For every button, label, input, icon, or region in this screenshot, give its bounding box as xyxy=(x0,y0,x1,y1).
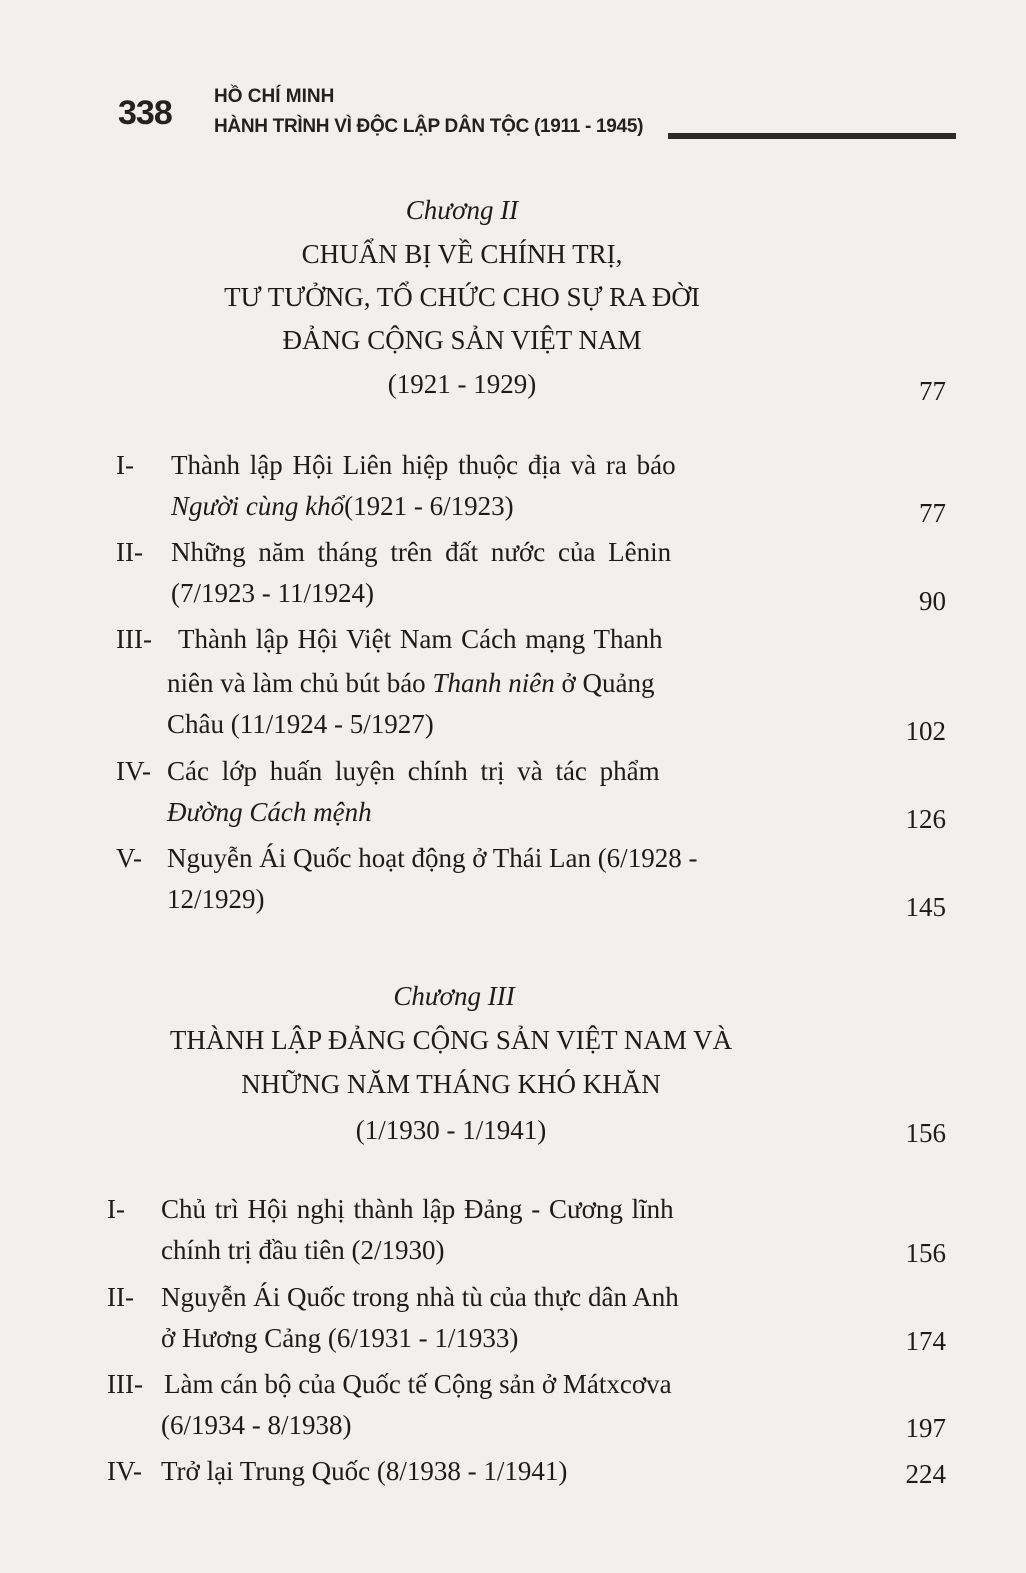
chapter-3-years: (1/1930 - 1/1941) xyxy=(355,1115,547,1145)
entry-page: 197 xyxy=(905,1413,946,1443)
entry-page: 224 xyxy=(905,1459,946,1489)
entry-number: IV- xyxy=(116,756,152,786)
entry-number: II- xyxy=(107,1282,134,1312)
header-rule xyxy=(668,133,956,139)
chapter-3-label: Chương III xyxy=(393,981,515,1011)
entry-title-line-2: (7/1923 - 11/1924) xyxy=(171,578,374,608)
header-book-title: HÀNH TRÌNH VÌ ĐỘC LẬP DÂN TỘC (1911 - 1945) xyxy=(214,116,644,137)
chapter-2-title-line-3: ĐẢNG CỘNG SẢN VIỆT NAM xyxy=(282,325,642,355)
chapter-3-title-line-2: NHỮNG NĂM THÁNG KHÓ KHĂN xyxy=(241,1069,661,1099)
entry-text: niên và làm chủ bút báo xyxy=(167,668,433,698)
entry-title-line-2: chính trị đầu tiên (2/1930) xyxy=(161,1235,445,1265)
entry-title-line-2 xyxy=(167,670,654,697)
chapter-3-title-line-1: THÀNH LẬP ĐẢNG CỘNG SẢN VIỆT NAM VÀ xyxy=(169,1025,733,1055)
entry-title-line-2: 12/1929) xyxy=(167,884,265,914)
entry-title-line-1: Trở lại Trung Quốc (8/1938 - 1/1941) xyxy=(161,1456,568,1486)
entry-number: I- xyxy=(107,1194,125,1224)
chapter-2-page: 77 xyxy=(919,376,946,406)
chapter-2-title-line-1: CHUẨN BỊ VỀ CHÍNH TRỊ, xyxy=(301,239,623,269)
entry-title-line-1: Thành lập Hội Liên hiệp thuộc địa và ra báo xyxy=(171,450,676,480)
entry-title-line-1: Các lớp huấn luyện chính trị và tác phẩm xyxy=(167,756,660,786)
entry-title-line-1: Nguyễn Ái Quốc hoạt động ở Thái Lan (6/1928 - xyxy=(167,843,698,873)
page-number: 338 xyxy=(118,94,172,132)
chapter-3-page: 156 xyxy=(905,1118,946,1148)
entry-number: V- xyxy=(116,843,143,873)
entry-title-line-1: Thành lập Hội Việt Nam Cách mạng Thanh xyxy=(178,624,663,654)
chapter-2-label: Chương II xyxy=(405,195,519,225)
entry-number: III- xyxy=(107,1369,143,1399)
entry-number: III- xyxy=(116,624,152,654)
entry-title-line-1: Chủ trì Hội nghị thành lập Đảng - Cương lĩnh xyxy=(161,1194,674,1224)
entry-number: II- xyxy=(116,537,143,567)
entry-page: 126 xyxy=(905,804,946,834)
entry-title-line-1: Làm cán bộ của Quốc tế Cộng sản ở Mátxcơva xyxy=(164,1369,672,1399)
entry-title-line-2: Đường Cách mệnh xyxy=(167,797,372,827)
entry-page: 174 xyxy=(905,1326,946,1356)
entry-text: ở Quảng xyxy=(554,668,655,698)
entry-page: 102 xyxy=(905,716,946,746)
entry-page: 145 xyxy=(905,892,946,922)
periodical-title: Người cùng khổ xyxy=(171,491,345,521)
header-author: HỒ CHÍ MINH xyxy=(214,86,335,107)
chapter-2-years: (1921 - 1929) xyxy=(387,369,537,399)
entry-title-line-1: Những năm tháng trên đất nước của Lênin xyxy=(171,537,672,567)
entry-number: I- xyxy=(116,450,134,480)
entry-page: 77 xyxy=(919,498,946,528)
periodical-title: Thanh niên xyxy=(432,668,555,698)
entry-title-line-2 xyxy=(171,493,514,520)
entry-title-line-2: (6/1934 - 8/1938) xyxy=(161,1410,352,1440)
entry-title-line-2: ở Hương Cảng (6/1931 - 1/1933) xyxy=(161,1323,519,1353)
entry-page: 90 xyxy=(919,586,946,616)
entry-page: 156 xyxy=(905,1238,946,1268)
chapter-2-title-line-2: TƯ TƯỞNG, TỔ CHỨC CHO SỰ RA ĐỜI xyxy=(224,282,700,312)
entry-title-line-1: Nguyễn Ái Quốc trong nhà tù của thực dân Anh xyxy=(161,1282,679,1312)
entry-dates: (1921 - 6/1923) xyxy=(344,491,514,521)
entry-title-line-3: Châu (11/1924 - 5/1927) xyxy=(167,709,434,739)
entry-number: IV- xyxy=(107,1456,143,1486)
